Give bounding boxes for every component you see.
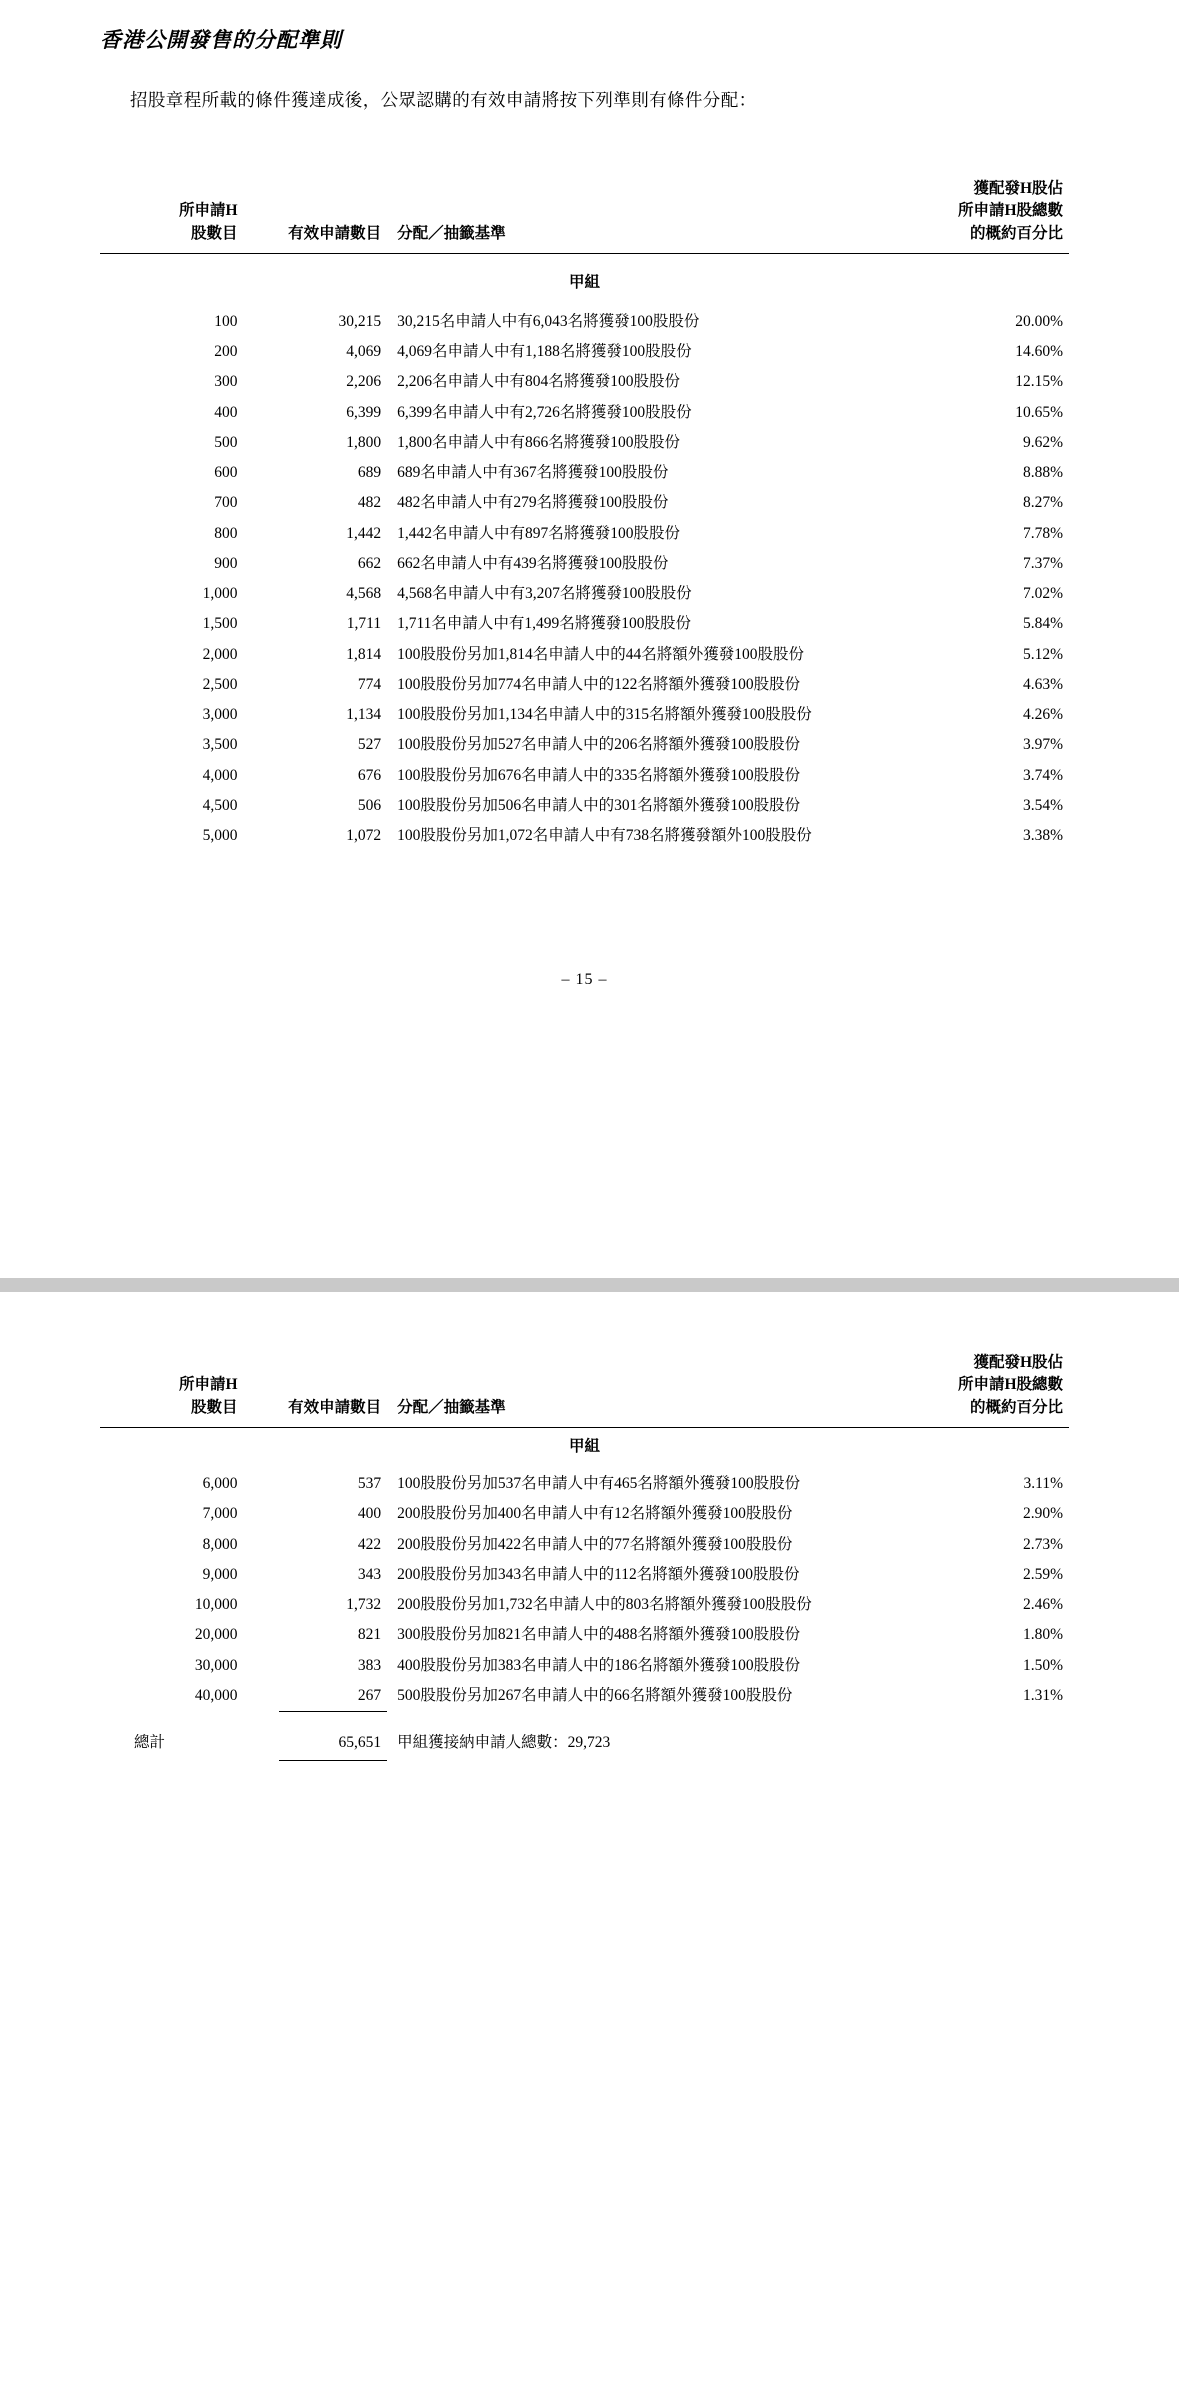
cell-basis: 200股股份另加1,732名申請人中的803名將額外獲發100股股份 — [397, 1596, 812, 1614]
table-row — [100, 1680, 1069, 1710]
table-row — [100, 397, 1069, 427]
cell-valid: 482 — [357, 494, 382, 512]
cell-basis: 4,568名申請人中有3,207名將獲發100股股份 — [397, 585, 692, 603]
cell-applied: 20,000 — [194, 1626, 238, 1644]
table-row — [100, 1590, 1069, 1620]
cell-valid: 267 — [357, 1686, 382, 1704]
cell-pct: 1.50% — [1022, 1656, 1063, 1674]
cell-pct: 9.62% — [1022, 433, 1063, 451]
table-row — [100, 1499, 1069, 1529]
group-label-row — [100, 1431, 1069, 1468]
cell-applied: 3,500 — [202, 736, 238, 754]
cell-pct: 12.15% — [1015, 373, 1063, 391]
cell-pct: 2.59% — [1022, 1565, 1063, 1583]
cell-pct: 4.63% — [1022, 675, 1063, 693]
table-row — [100, 790, 1069, 820]
cell-basis: 30,215名申請人中有6,043名將獲發100股股份 — [397, 312, 700, 330]
cell-valid: 662 — [357, 554, 382, 572]
cell-applied: 30,000 — [194, 1656, 238, 1674]
cell-valid: 4,069 — [346, 343, 382, 361]
cell-valid: 4,568 — [346, 585, 382, 603]
cell-basis: 100股股份另加774名申請人中的122名將額外獲發100股股份 — [397, 675, 801, 693]
header-valid-applications: 有效申請數目 — [288, 1398, 382, 1416]
cell-pct: 8.88% — [1022, 464, 1063, 482]
cell-pct: 3.97% — [1022, 736, 1063, 754]
table-row — [100, 458, 1069, 488]
header-applied-shares-line1: 所申請H — [178, 202, 238, 220]
table-row — [100, 1529, 1069, 1559]
allocation-table-page-2 — [100, 1352, 1069, 1765]
group-label-row — [100, 257, 1069, 306]
cell-basis: 400股股份另加383名申請人中的186名將額外獲發100股股份 — [397, 1656, 801, 1674]
table-row — [100, 337, 1069, 367]
cell-valid: 1,732 — [346, 1596, 382, 1614]
header-allocation-basis: 分配／抽籤基準 — [397, 224, 506, 242]
cell-basis: 100股股份另加1,072名申請人中有738名將獲發額外100股股份 — [397, 827, 812, 845]
cell-valid: 1,814 — [346, 645, 382, 663]
cell-pct: 3.54% — [1022, 796, 1063, 814]
table-body-page-2 — [100, 1431, 1069, 1765]
cell-basis: 100股股份另加1,814名申請人中的44名將額外獲發100股股份 — [397, 645, 804, 663]
table-row — [100, 760, 1069, 790]
cell-basis: 200股股份另加400名申請人中有12名將額外獲發100股股份 — [397, 1505, 793, 1523]
cell-pct: 2.73% — [1022, 1535, 1063, 1553]
cell-pct: 8.27% — [1022, 494, 1063, 512]
cell-applied: 400 — [214, 403, 238, 421]
header-approx-percentage — [890, 1352, 1069, 1423]
page-number: – 15 – — [561, 970, 608, 988]
cell-applied: 7,000 — [202, 1505, 238, 1523]
cell-applied: 500 — [214, 433, 238, 451]
cell-pct: 10.65% — [1015, 403, 1063, 421]
cell-total-note: 甲組獲接納申請人總數：29,723 — [397, 1733, 611, 1751]
cell-applied: 1,500 — [202, 615, 238, 633]
cell-pct: 7.78% — [1022, 524, 1063, 542]
cell-pct: 2.46% — [1022, 1596, 1063, 1614]
cell-basis: 100股股份另加1,134名申請人中的315名將額外獲發100股股份 — [397, 706, 812, 724]
header-approx-percentage-line1: 獲配發H股佔 — [973, 1354, 1063, 1371]
cell-pct: 7.02% — [1022, 585, 1063, 603]
cell-valid: 676 — [357, 766, 382, 784]
cell-pct: 1.31% — [1022, 1686, 1063, 1704]
cell-pct: 20.00% — [1015, 312, 1063, 330]
cell-valid: 1,711 — [346, 615, 382, 633]
cell-total-pct — [890, 1719, 1069, 1758]
total-bottom-divider-row — [100, 1757, 1069, 1765]
header-applied-shares — [100, 178, 244, 249]
table-row — [100, 1620, 1069, 1650]
header-approx-percentage-line3: 的概約百分比 — [969, 1398, 1063, 1416]
cell-valid: 506 — [357, 796, 382, 814]
header-approx-percentage-line2: 所申請H股總數 — [957, 202, 1063, 220]
cell-valid: 383 — [357, 1656, 382, 1674]
page-title: 香港公開發售的分配準則 — [100, 28, 342, 52]
cell-basis: 200股股份另加422名申請人中的77名將額外獲發100股股份 — [397, 1535, 793, 1553]
cell-applied: 40,000 — [194, 1686, 238, 1704]
cell-basis: 100股股份另加527名申請人中的206名將額外獲發100股股份 — [397, 736, 801, 754]
table-row — [100, 700, 1069, 730]
cell-applied: 6,000 — [202, 1475, 238, 1493]
cell-valid: 537 — [357, 1475, 382, 1493]
cell-basis: 1,711名申請人中有1,499名將獲發100股股份 — [397, 615, 692, 633]
cell-pct: 5.84% — [1022, 615, 1063, 633]
cell-applied: 4,500 — [202, 796, 238, 814]
cell-applied: 600 — [214, 464, 238, 482]
header-divider — [100, 1423, 1069, 1431]
total-divider-row — [100, 1711, 1069, 1719]
header-valid-applications: 有效申請數目 — [288, 224, 382, 242]
cell-basis: 100股股份另加506名申請人中的301名將額外獲發100股股份 — [397, 796, 801, 814]
header-applied-shares-line2: 股數目 — [191, 224, 238, 242]
cell-valid: 1,442 — [346, 524, 382, 542]
table-row — [100, 518, 1069, 548]
cell-applied: 200 — [214, 343, 238, 361]
header-divider — [100, 249, 1069, 257]
cell-applied: 800 — [214, 524, 238, 542]
header-applied-shares-line1: 所申請H — [178, 1376, 238, 1394]
cell-pct: 2.90% — [1022, 1505, 1063, 1523]
page-2-content — [0, 1292, 1179, 1765]
allocation-table-page-1 — [100, 178, 1069, 851]
cell-pct: 3.38% — [1022, 827, 1063, 845]
table-header — [100, 1352, 1069, 1431]
table-row — [100, 609, 1069, 639]
header-allocation-basis: 分配／抽籤基準 — [397, 1398, 506, 1416]
cell-basis: 689名申請人中有367名將獲發100股股份 — [397, 464, 669, 482]
total-row — [100, 1719, 1069, 1758]
header-approx-percentage-line3: 的概約百分比 — [969, 224, 1063, 242]
cell-basis: 482名申請人中有279名將獲發100股股份 — [397, 494, 669, 512]
cell-basis: 300股股份另加821名申請人中的488名將額外獲發100股股份 — [397, 1626, 801, 1644]
cell-pct: 14.60% — [1015, 343, 1063, 361]
cell-valid: 821 — [357, 1626, 382, 1644]
cell-applied: 2,000 — [202, 645, 238, 663]
cell-valid: 689 — [357, 464, 382, 482]
cell-valid: 1,134 — [346, 706, 382, 724]
table-row — [100, 306, 1069, 336]
table-row — [100, 730, 1069, 760]
page-1-content — [0, 0, 1179, 1015]
table-row — [100, 1559, 1069, 1589]
total-bottom-divider — [244, 1757, 388, 1765]
table-row — [100, 367, 1069, 397]
cell-pct: 7.37% — [1022, 554, 1063, 572]
cell-basis: 4,069名申請人中有1,188名將獲發100股股份 — [397, 343, 692, 361]
cell-basis: 1,800名申請人中有866名將獲發100股股份 — [397, 433, 680, 451]
document-page-2 — [0, 1292, 1179, 2400]
cell-applied: 300 — [214, 373, 238, 391]
cell-total-label: 總計 — [134, 1733, 166, 1751]
table-row — [100, 1469, 1069, 1499]
cell-pct: 3.11% — [1023, 1475, 1063, 1493]
cell-applied: 10,000 — [194, 1596, 238, 1614]
header-approx-percentage-line1: 獲配發H股佔 — [973, 179, 1063, 197]
intro-paragraph: 招股章程所載的條件獲達成後，公眾認購的有效申請將按下列準則有條件分配： — [130, 90, 757, 110]
table-row — [100, 548, 1069, 578]
table-header — [100, 178, 1069, 257]
cell-pct: 5.12% — [1022, 645, 1063, 663]
cell-valid: 1,072 — [346, 827, 382, 845]
cell-applied: 2,500 — [202, 675, 238, 693]
header-applied-shares-line2: 股數目 — [191, 1398, 238, 1416]
table-body-page-1 — [100, 257, 1069, 851]
cell-valid: 527 — [357, 736, 382, 754]
cell-valid: 400 — [357, 1505, 382, 1523]
cell-basis: 6,399名申請人中有2,726名將獲發100股股份 — [397, 403, 692, 421]
cell-valid: 30,215 — [338, 312, 382, 330]
cell-valid: 2,206 — [346, 373, 382, 391]
cell-basis: 662名申請人中有439名將獲發100股股份 — [397, 554, 669, 572]
cell-valid: 774 — [357, 675, 382, 693]
cell-applied: 5,000 — [202, 827, 238, 845]
cell-valid: 422 — [357, 1535, 382, 1553]
cell-pct: 4.26% — [1022, 706, 1063, 724]
table-row — [100, 427, 1069, 457]
cell-applied: 3,000 — [202, 706, 238, 724]
group-label: 甲組 — [568, 274, 600, 292]
page-separator — [0, 1278, 1179, 1292]
cell-basis: 1,442名申請人中有897名將獲發100股股份 — [397, 524, 680, 542]
table-row — [100, 821, 1069, 851]
table-row — [100, 1650, 1069, 1680]
cell-valid: 1,800 — [346, 433, 382, 451]
cell-basis: 500股股份另加267名申請人中的66名將額外獲發100股股份 — [397, 1686, 793, 1704]
cell-basis: 2,206名申請人中有804名將獲發100股股份 — [397, 373, 680, 391]
header-approx-percentage — [890, 178, 1069, 249]
cell-applied: 1,000 — [202, 585, 238, 603]
table-row — [100, 579, 1069, 609]
cell-pct: 1.80% — [1022, 1626, 1063, 1644]
table-row — [100, 488, 1069, 518]
table-row — [100, 639, 1069, 669]
cell-total-valid: 65,651 — [338, 1733, 382, 1751]
cell-basis: 100股股份另加676名申請人中的335名將額外獲發100股股份 — [397, 766, 801, 784]
total-divider — [244, 1711, 388, 1719]
cell-applied: 700 — [214, 494, 238, 512]
cell-applied: 8,000 — [202, 1535, 238, 1553]
header-approx-percentage-line2: 所申請H股總數 — [957, 1376, 1063, 1394]
cell-applied: 900 — [214, 554, 238, 572]
cell-valid: 6,399 — [346, 403, 382, 421]
cell-applied: 9,000 — [202, 1565, 238, 1583]
cell-valid: 343 — [357, 1565, 382, 1583]
cell-applied: 4,000 — [202, 766, 238, 784]
cell-basis: 200股股份另加343名申請人中的112名將額外獲發100股股份 — [397, 1565, 800, 1583]
cell-basis: 100股股份另加537名申請人中有465名將額外獲發100股股份 — [397, 1475, 801, 1493]
cell-applied: 100 — [214, 312, 238, 330]
table-row — [100, 669, 1069, 699]
header-applied-shares — [100, 1352, 244, 1423]
group-label: 甲組 — [568, 1438, 600, 1456]
cell-pct: 3.74% — [1022, 766, 1063, 784]
